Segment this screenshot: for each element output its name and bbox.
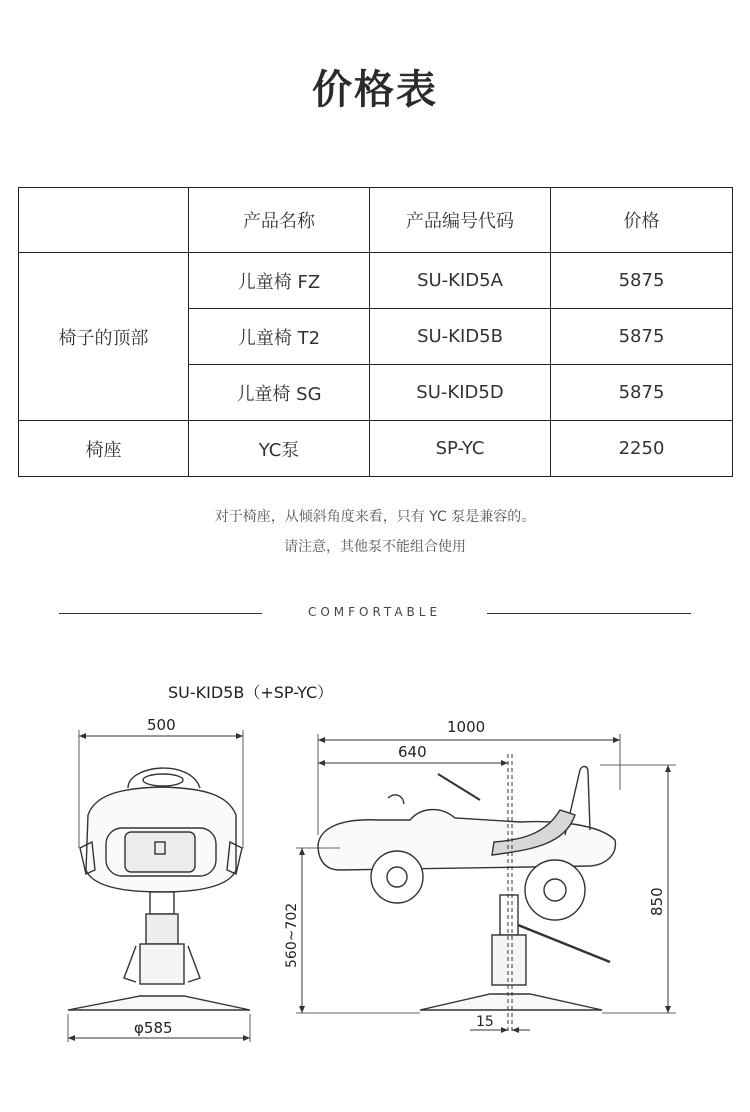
front-view-chair: [68, 730, 250, 1010]
product-name: YC泵: [189, 421, 370, 477]
page-title: 价格表: [312, 67, 438, 113]
table-row: [19, 253, 733, 309]
model-label: SU-KID5B（+SP-YC）: [168, 683, 334, 702]
dim-base-diameter: φ585: [134, 1019, 173, 1037]
dimension-drawing: [0, 670, 750, 1100]
product-price: 5875: [551, 253, 733, 309]
group-cell-chair-top: 椅子的顶部: [19, 253, 189, 421]
note-compatibility: 对于椅座，从倾斜角度来看，只有 YC 泵是兼容的。: [214, 509, 536, 525]
product-name: 儿童椅 T2: [189, 309, 370, 365]
group-cell-seat: 椅座: [19, 421, 189, 477]
side-view-chair: [318, 734, 620, 1032]
product-code: SU-KID5A: [370, 253, 551, 309]
header-cell-empty: [19, 188, 189, 253]
product-price: 2250: [551, 421, 733, 477]
dim-total-height: 850: [648, 887, 666, 916]
product-name: 儿童椅 SG: [189, 365, 370, 421]
product-price: 5875: [551, 365, 733, 421]
dim-offset: 15: [476, 1014, 494, 1030]
header-cell-price: 价格: [551, 188, 733, 253]
product-code: SU-KID5B: [370, 309, 551, 365]
product-name: 儿童椅 FZ: [189, 253, 370, 309]
product-price: 5875: [551, 309, 733, 365]
dim-length: 1000: [447, 718, 486, 736]
table-header-row: [19, 188, 733, 253]
divider-right: [487, 613, 691, 614]
header-cell-name: 产品名称: [189, 188, 370, 253]
header-cell-code: 产品编号代码: [370, 188, 551, 253]
dim-wheel-offset: 640: [398, 743, 427, 761]
dim-front-width: 500: [147, 716, 176, 734]
divider-left: [59, 613, 262, 614]
note-warning: 请注意，其他泵不能组合使用: [284, 539, 466, 555]
divider-label: COMFORTABLE: [307, 605, 442, 619]
price-table: [18, 187, 733, 477]
dim-seat-height: 560~702: [284, 902, 300, 968]
product-code: SP-YC: [370, 421, 551, 477]
table-row: [19, 421, 733, 477]
product-code: SU-KID5D: [370, 365, 551, 421]
